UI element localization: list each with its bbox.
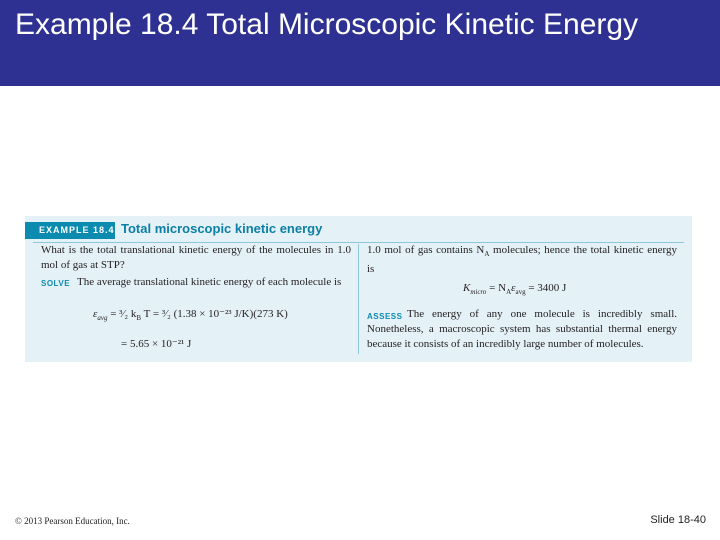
slide-number: Slide 18-40 [650, 514, 706, 526]
solve-text: The average translational kinetic energy of each molecule is [77, 276, 342, 288]
right-text-part1: 1.0 mol of gas contains N [367, 244, 485, 256]
eq1-lhs-sub: avg [97, 314, 108, 323]
eq3-rhs-sub: A [506, 288, 512, 297]
eq3-lhs-sub: micro [470, 288, 487, 297]
eq3-rhs-2: ε [511, 282, 516, 294]
solve-label: SOLVE [41, 279, 71, 288]
eq3-rhs: = N [489, 282, 507, 294]
equation-result: = 5.65 × 10⁻²¹ J [121, 338, 192, 350]
column-divider [358, 244, 359, 354]
question-text: What is the total translational kinetic energy of the molecules in 1.0 mol of gas at STP? [41, 244, 351, 271]
right-text-part2: molecules; hence the total kinetic energy is [367, 244, 678, 276]
example-panel [25, 216, 692, 362]
eq1-rhs: T = ³⁄₂ (1.38 × 10⁻²³ J/K)(273 K) [143, 308, 288, 320]
assess-text: The energy of any one molecule is incredibly small. Nonetheless, a macroscopic system has substantial thermal energy because it consists of an incredibly large number of molecules. [367, 308, 677, 350]
slide-title: Example 18.4 Total Microscopic Kinetic Energy [15, 8, 639, 41]
copyright: © 2013 Pearson Education, Inc. [15, 516, 130, 526]
assess-label: ASSESS [367, 312, 403, 321]
example-heading: Total microscopic kinetic energy [121, 221, 323, 236]
equation-average-energy [93, 307, 288, 322]
eq1-middle-sub: B [136, 314, 142, 323]
right-text [367, 243, 677, 277]
equation-total-energy [463, 282, 566, 296]
eq3-rhs-3: = 3400 J [525, 282, 567, 294]
example-tag: EXAMPLE 18.4 [25, 222, 115, 239]
eq1-middle: = ³⁄₂ k [110, 308, 137, 320]
eq1-lhs: ε [93, 308, 98, 320]
eq3-lhs: K [463, 282, 471, 294]
right-text-sub: A [484, 250, 490, 259]
eq3-rhs-sub2: avg [515, 288, 526, 297]
title-bar [0, 0, 720, 86]
